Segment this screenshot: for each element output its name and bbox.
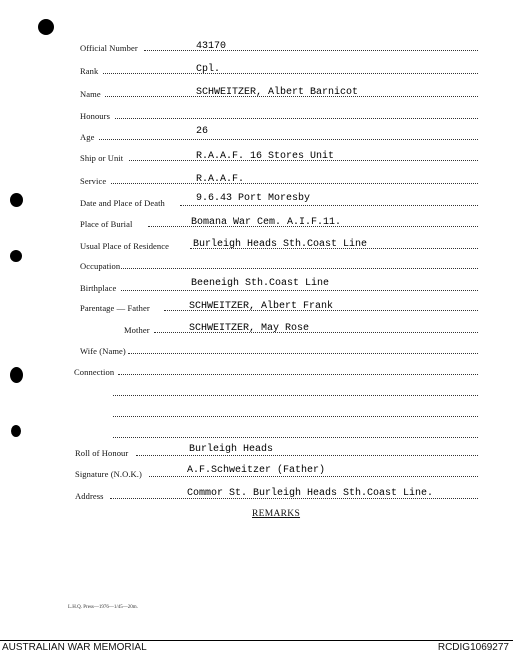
dotted-line (180, 205, 478, 206)
row-mother (0, 320, 513, 336)
row-name (0, 84, 513, 100)
row-rank (0, 61, 513, 77)
punch-hole-top (38, 19, 54, 35)
row-signature (0, 464, 513, 480)
dotted-line (115, 118, 478, 119)
label-birthplace: Birthplace (80, 283, 117, 293)
row-connection (0, 362, 513, 378)
label-connection: Connection (74, 367, 115, 377)
row-age (0, 127, 513, 143)
value-rank: Cpl. (196, 64, 221, 75)
dotted-line (113, 395, 478, 396)
row-address (0, 486, 513, 502)
row-wife (0, 341, 513, 357)
dotted-line (103, 73, 478, 74)
row-official-number (0, 38, 513, 54)
value-ship-or-unit: R.A.A.F. 16 Stores Unit (196, 151, 335, 162)
label-ship-or-unit: Ship or Unit (80, 153, 124, 163)
remarks-heading: REMARKS (252, 509, 301, 519)
label-official-number: Official Number (80, 43, 138, 53)
dotted-line (113, 416, 478, 417)
label-place-of-burial: Place of Burial (80, 219, 133, 229)
footer-institution: AUSTRALIAN WAR MEMORIAL (2, 642, 147, 653)
label-usual-residence: Usual Place of Residence (80, 241, 170, 251)
label-signature: Signature (N.O.K.) (75, 469, 142, 479)
label-father: Parentage — Father (80, 303, 150, 313)
row-ship-or-unit (0, 148, 513, 164)
dotted-line (128, 353, 478, 354)
row-date-place-death (0, 193, 513, 209)
value-date-place-death: 9.6.43 Port Moresby (196, 193, 311, 204)
value-place-of-burial: Bomana War Cem. A.I.F.11. (191, 217, 342, 228)
label-honours: Honours (80, 111, 110, 121)
row-usual-residence (0, 236, 513, 252)
value-signature: A.F.Schweitzer (Father) (187, 465, 326, 476)
row-honours (0, 106, 513, 122)
value-mother: SCHWEITZER, May Rose (189, 323, 310, 334)
row-connection-cont-2 (0, 404, 513, 420)
label-occupation: Occupation (80, 261, 121, 271)
dotted-line (111, 183, 478, 184)
label-rank: Rank (80, 66, 99, 76)
footer-record-id: RCDIG1069277 (437, 642, 509, 653)
label-age: Age (80, 132, 95, 142)
value-father: SCHWEITZER, Albert Frank (189, 301, 334, 312)
dotted-line (118, 374, 478, 375)
dotted-line (99, 139, 478, 140)
archive-footer (0, 640, 513, 655)
value-official-number: 43170 (196, 41, 227, 52)
value-address: Commor St. Burleigh Heads Sth.Coast Line. (187, 488, 434, 499)
value-age: 26 (196, 126, 209, 137)
row-service (0, 171, 513, 187)
value-roll-of-honour: Burleigh Heads (189, 444, 274, 455)
label-address: Address (75, 491, 104, 501)
value-name: SCHWEITZER, Albert Barnicot (196, 87, 359, 98)
dotted-line (121, 268, 478, 269)
row-father (0, 298, 513, 314)
dotted-line (121, 290, 478, 291)
value-birthplace: Beeneigh Sth.Coast Line (191, 278, 330, 289)
value-service: R.A.A.F. (196, 174, 245, 185)
row-occupation (0, 256, 513, 272)
dotted-line (149, 476, 478, 477)
label-name: Name (80, 89, 101, 99)
dotted-line (136, 455, 478, 456)
row-place-of-burial (0, 214, 513, 230)
label-wife: Wife (Name) (80, 346, 126, 356)
label-mother: Mother (124, 325, 150, 335)
row-birthplace (0, 278, 513, 294)
label-date-place-death: Date and Place of Death (80, 198, 165, 208)
label-service: Service (80, 176, 107, 186)
press-line: L.H.Q. Press—1976—1/45—20m. (68, 605, 138, 610)
row-connection-cont-3 (0, 425, 513, 441)
row-roll-of-honour (0, 443, 513, 459)
row-connection-cont-1 (0, 383, 513, 399)
value-usual-residence: Burleigh Heads Sth.Coast Line (193, 239, 368, 250)
label-roll-of-honour: Roll of Honour (75, 448, 129, 458)
dotted-line (113, 437, 478, 438)
dotted-line (144, 50, 478, 51)
